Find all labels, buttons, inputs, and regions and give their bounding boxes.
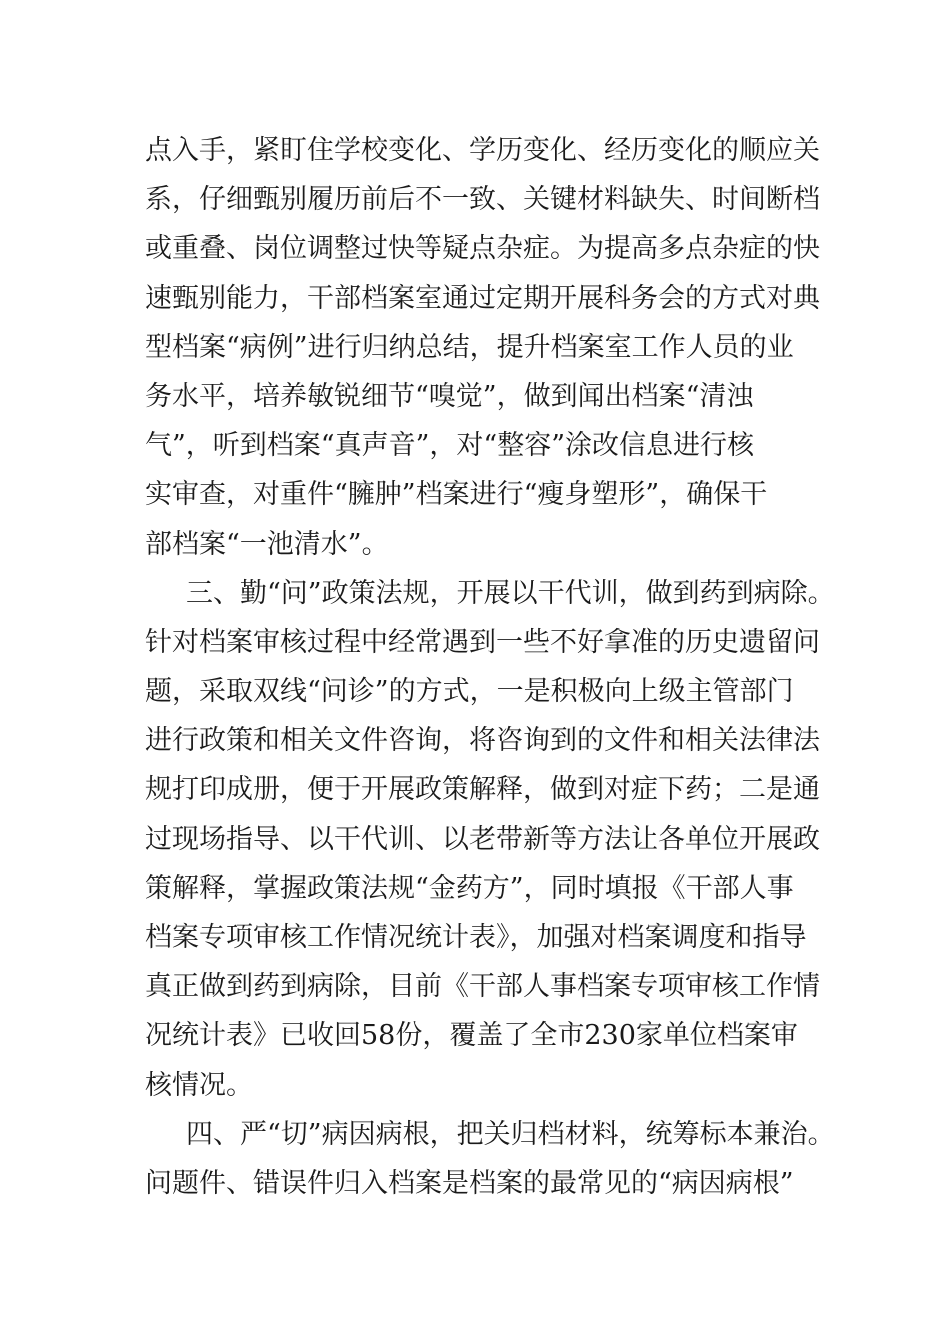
- body-text: [145, 126, 835, 1208]
- text-line: 题，采取双线“问诊”的方式，一是积极向上级主管部门: [145, 676, 794, 708]
- text-line: 档案专项审核工作情况统计表》，加强对档案调度和指导: [145, 922, 807, 953]
- text-line: 真正做到药到病除，目前《干部人事档案专项审核工作情: [145, 971, 820, 1003]
- text-line: 过现场指导、以干代训、以老带新等方法让各单位开展政: [145, 823, 820, 855]
- text-line: 况统计表》已收回58份，覆盖了全市230家单位档案审: [145, 1020, 798, 1052]
- text-line: 务水平，培养敏锐细节“嗅觉”，做到闻出档案“清浊: [145, 380, 754, 412]
- text-line: 速甄别能力，干部档案室通过定期开展科务会的方式对典: [145, 282, 820, 314]
- text-line: 或重叠、岗位调整过快等疑点杂症。为提高多点杂症的快: [145, 233, 820, 265]
- text-line: 型档案“病例”进行归纳总结，提升档案室工作人员的业: [145, 331, 794, 363]
- text-line: 核情况。: [145, 1069, 253, 1101]
- text-line: 策解释，掌握政策法规“金药方”，同时填报《干部人事: [145, 872, 794, 904]
- text-line: 进行政策和相关文件咨询，将咨询到的文件和相关法律法: [145, 725, 820, 757]
- text-line: 点入手，紧盯住学校变化、学历变化、经历变化的顺应关: [145, 135, 820, 166]
- text-line: 针对档案审核过程中经常遇到一些不好拿准的历史遗留问: [145, 626, 820, 658]
- text-line: 部档案“一池清水”。: [145, 528, 389, 560]
- text-line: 实审查，对重件“臃肿”档案进行“瘦身塑形”，确保干: [145, 479, 768, 511]
- text-line: 系，仔细甄别履历前后不一致、关键材料缺失、时间断档: [145, 184, 820, 216]
- section-heading-3: 三、勤“问”政策法规，开展以干代训，做到药到病除。: [186, 577, 835, 609]
- section-heading-4: 四、严“切”病因病根，把关归档材料，统筹标本兼治。: [186, 1118, 835, 1150]
- text-line: 气”，听到档案“真声音”，对“整容”涂改信息进行核: [145, 430, 755, 462]
- text-line: 规打印成册，便于开展政策解释，做到对症下药；二是通: [145, 774, 820, 806]
- text-line: 问题件、错误件归入档案是档案的最常见的“病因病根”: [145, 1167, 794, 1199]
